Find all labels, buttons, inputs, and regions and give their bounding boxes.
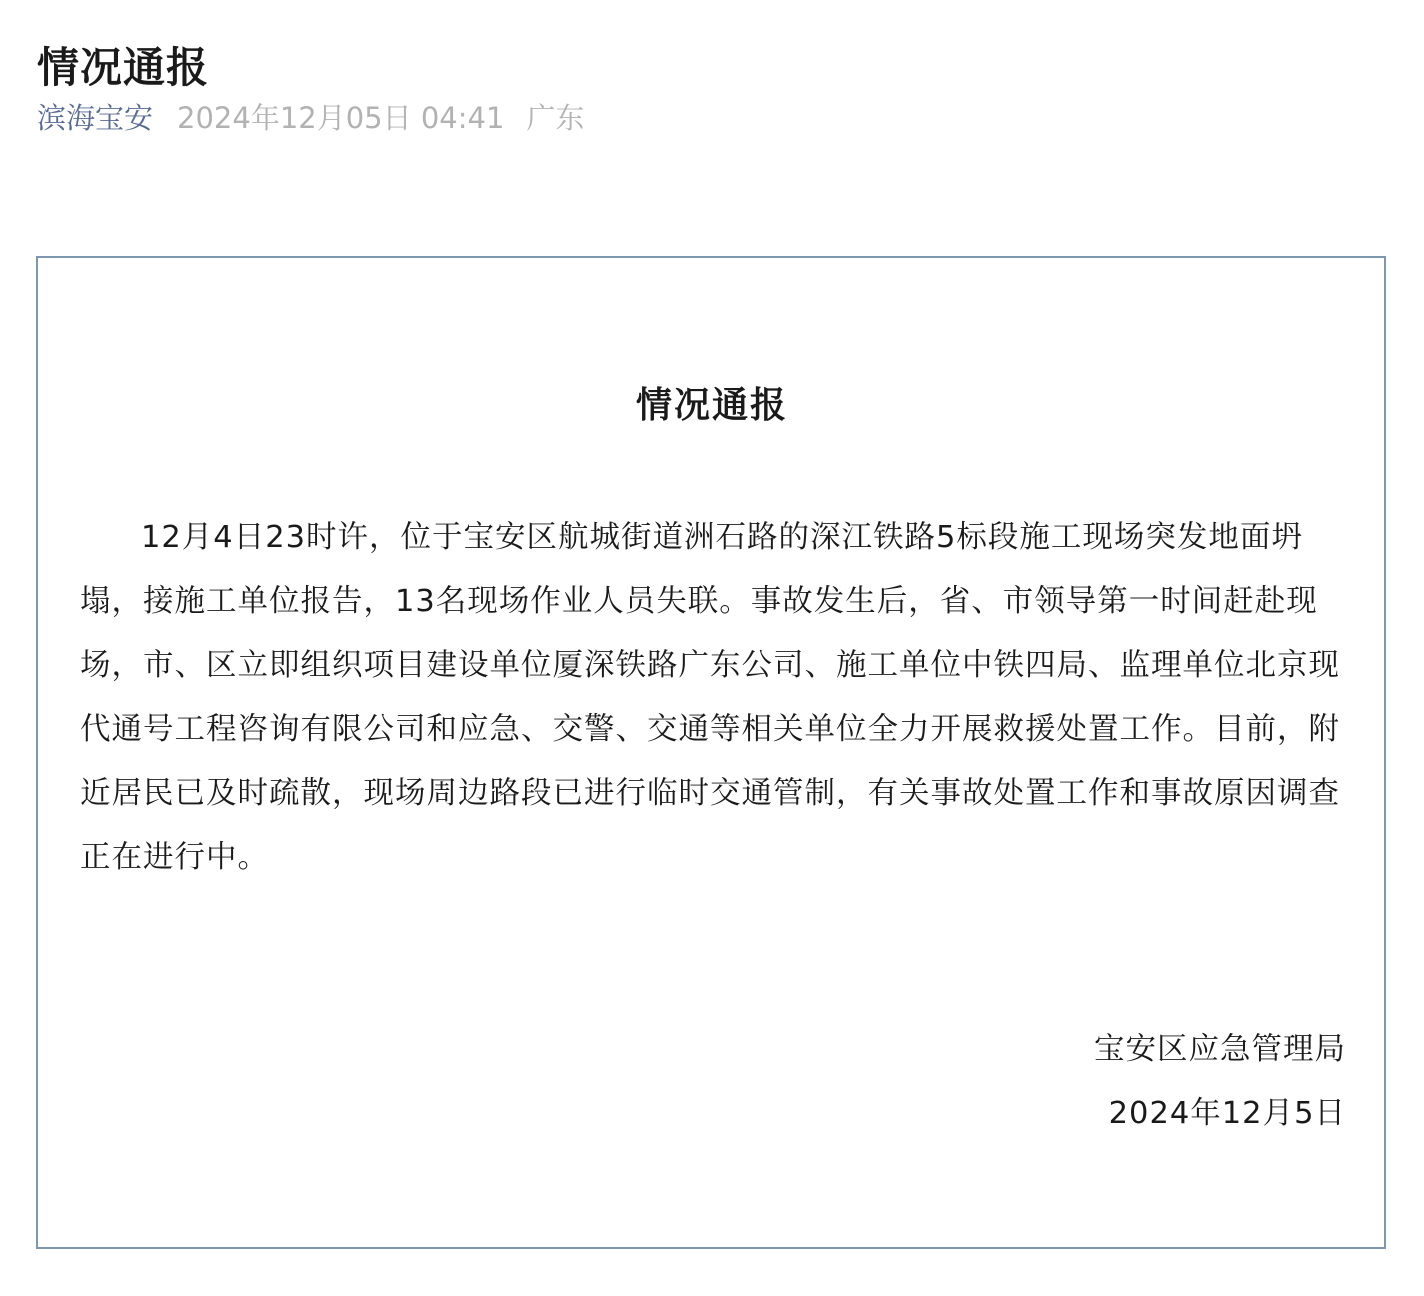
notice-body: 12月4日23时许，位于宝安区航城街道洲石路的深江铁路5标段施工现场突发地面坍塌，接施工单位报告，13名现场作业人员失联。事故发生后，省、市领导第一时间赶赴现场，市、区立即组织项目建设单位厦深铁路广东公司、施工单位中铁四局、监理单位北京现代通号工程咨询有限公司和应急、交警、交通等相关单位全力开展救援处置工作。目前，附近居民已及时疏散，现场周边路段已进行临时交通管制，有关事故处置工作和事故原因调查正在进行中。: [80, 520, 1340, 875]
account-name-link[interactable]: 滨海宝安: [37, 101, 154, 135]
notice-title: 情况通报: [635, 385, 788, 426]
publish-location: 广东: [526, 101, 585, 135]
publish-time: 2024年12月05日 04:41: [177, 101, 505, 135]
article-meta: [37, 98, 584, 138]
page-title: 情况通报: [37, 43, 210, 93]
notice-date: 2024年12月5日: [1108, 1096, 1346, 1131]
notice-signature: 宝安区应急管理局: [1094, 1032, 1346, 1067]
